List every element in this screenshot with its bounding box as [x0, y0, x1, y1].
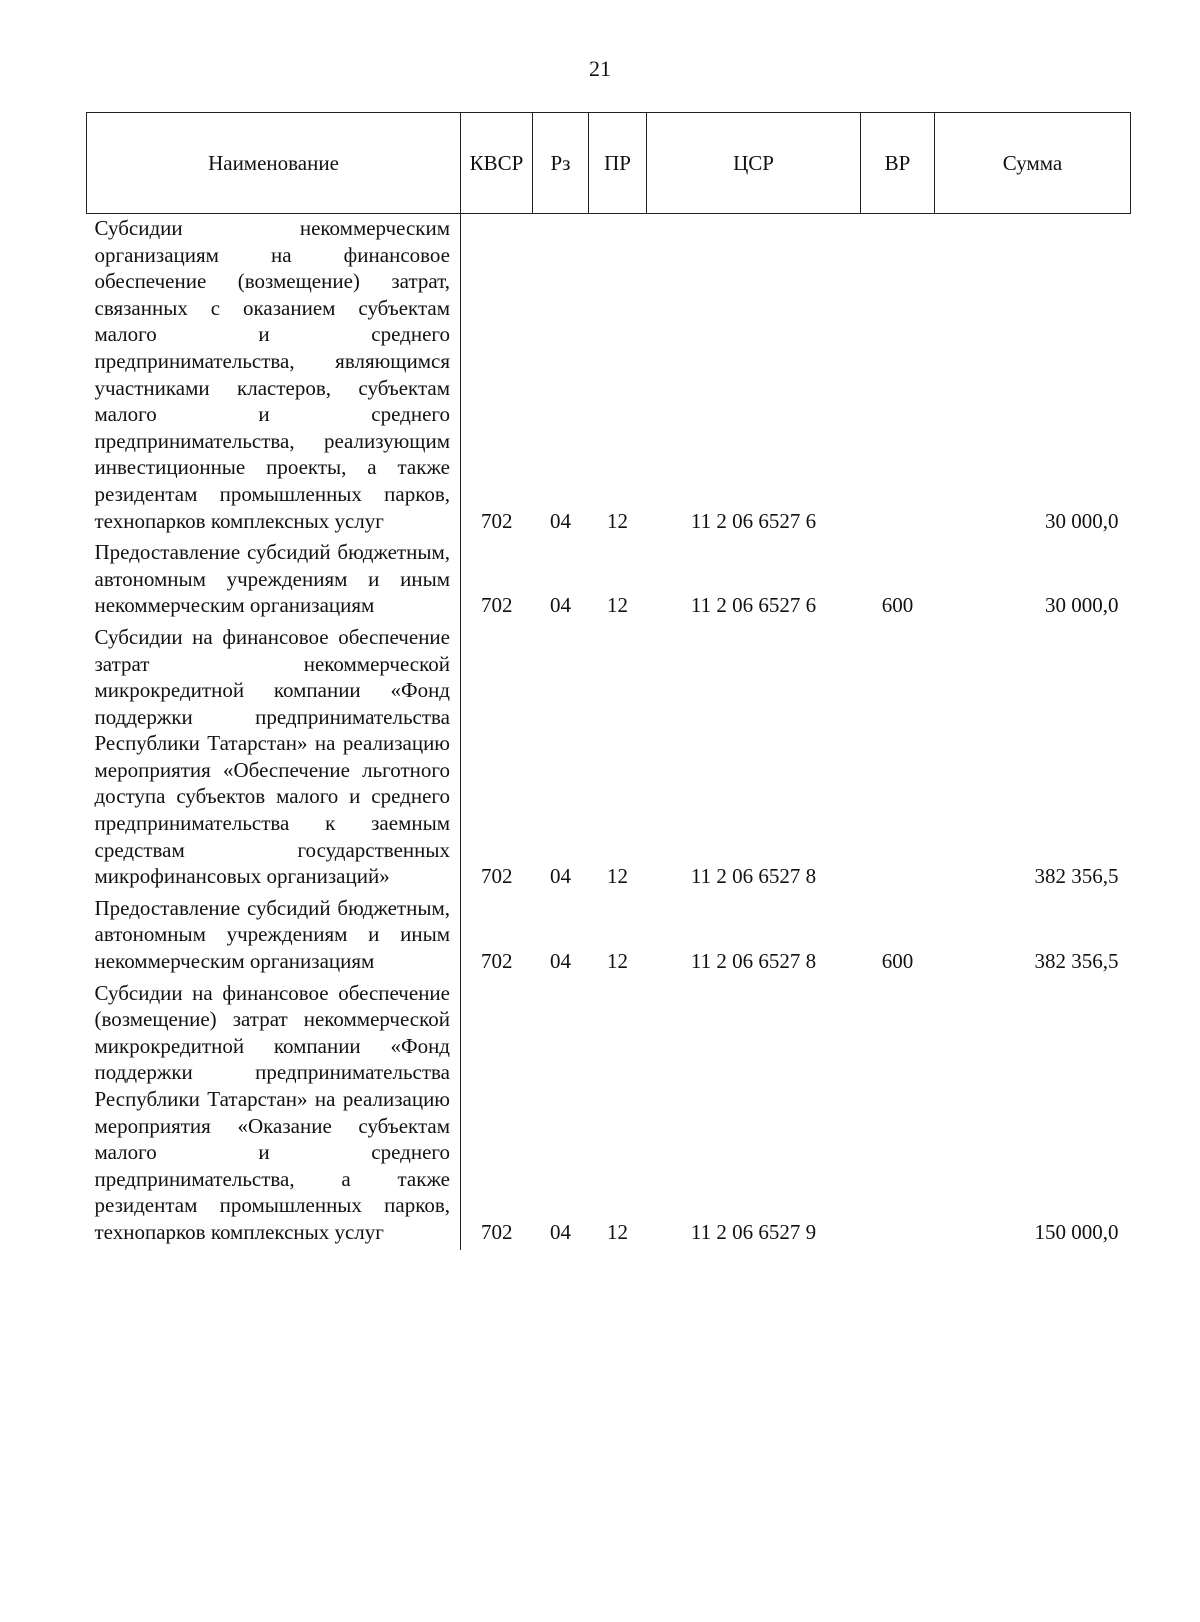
row-name: Субсидии на финансовое обеспечение затрат некоммерческой микрокредитной компании «Фонд поддержки предпринимательства Республики Татарстан» на реализацию мероприятия «Обеспечение льготного доступа субъектов малого и среднего предпринимательства к заемным средствам государственных микрофинансовых организаций» — [87, 623, 461, 894]
row-csr: 11 2 06 6527 6 — [690, 593, 817, 618]
row-name: Субсидии некоммерческим организациям на финансовое обеспечение (возмещение) затрат, связанных с оказанием субъектам малого и среднего предпринимательства, являющимся участниками кластеров, субъектам малого и среднего предпринимательства, реализующим инвестиционные проекты, а также резидентам промышленных парков, технопарков комплексных услуг — [87, 214, 461, 539]
header-sum: Сумма — [935, 113, 1131, 214]
row-kvsr: 702 — [481, 593, 513, 618]
row-kvsr: 702 — [481, 508, 513, 533]
row-name: Предоставление субсидий бюджетным, автономным учреждениям и иным некоммерческим организациям — [87, 894, 461, 979]
page-number: 21 — [589, 56, 611, 81]
table-row — [87, 979, 1131, 1250]
row-kvsr: 702 — [481, 1219, 513, 1244]
header-vr: ВР — [861, 113, 935, 214]
row-rz: 04 — [550, 864, 571, 889]
header-pr: ПР — [589, 113, 647, 214]
row-name: Предоставление субсидий бюджетным, автономным учреждениям и иным некоммерческим организациям — [87, 538, 461, 623]
row-sum: 382 356,5 — [1034, 949, 1119, 974]
row-pr: 12 — [607, 864, 628, 889]
row-pr: 12 — [607, 949, 628, 974]
row-kvsr: 702 — [481, 949, 513, 974]
row-vr: 600 — [881, 949, 914, 974]
row-name: Субсидии на финансовое обеспечение (возмещение) затрат некоммерческой микрокредитной компании «Фонд поддержки предпринимательства Республики Татарстан» на реализацию мероприятия «Оказание субъектам малого и среднего предпринимательства, а также резидентам промышленных парков, технопарков комплексных услуг — [87, 979, 461, 1250]
row-sum: 150 000,0 — [1034, 1219, 1119, 1244]
header-kvsr: КВСР — [461, 113, 533, 214]
row-pr: 12 — [607, 508, 628, 533]
row-rz: 04 — [550, 508, 571, 533]
row-kvsr: 702 — [481, 864, 513, 889]
header-row — [87, 113, 1131, 214]
row-sum: 30 000,0 — [1045, 508, 1119, 533]
header-csr: ЦСР — [647, 113, 861, 214]
row-rz: 04 — [550, 593, 571, 618]
row-csr: 11 2 06 6527 9 — [690, 1219, 817, 1244]
row-csr: 11 2 06 6527 8 — [690, 949, 817, 974]
row-pr: 12 — [607, 1219, 628, 1244]
table-row — [87, 538, 1131, 623]
table-row — [87, 214, 1131, 539]
row-vr — [861, 979, 935, 1250]
row-rz: 04 — [550, 1219, 571, 1244]
table-row — [87, 623, 1131, 894]
row-sum: 382 356,5 — [1034, 864, 1119, 889]
table-body — [87, 214, 1131, 1250]
row-pr: 12 — [607, 593, 628, 618]
row-sum: 30 000,0 — [1045, 593, 1119, 618]
budget-table — [86, 112, 1131, 1250]
header-name: Наименование — [87, 113, 461, 214]
table-header — [87, 113, 1131, 214]
header-rz: Рз — [533, 113, 589, 214]
row-vr — [861, 623, 935, 894]
table-row — [87, 894, 1131, 979]
row-rz: 04 — [550, 949, 571, 974]
row-vr — [861, 214, 935, 539]
row-csr: 11 2 06 6527 6 — [690, 508, 817, 533]
row-vr: 600 — [881, 593, 914, 618]
row-csr: 11 2 06 6527 8 — [690, 864, 817, 889]
